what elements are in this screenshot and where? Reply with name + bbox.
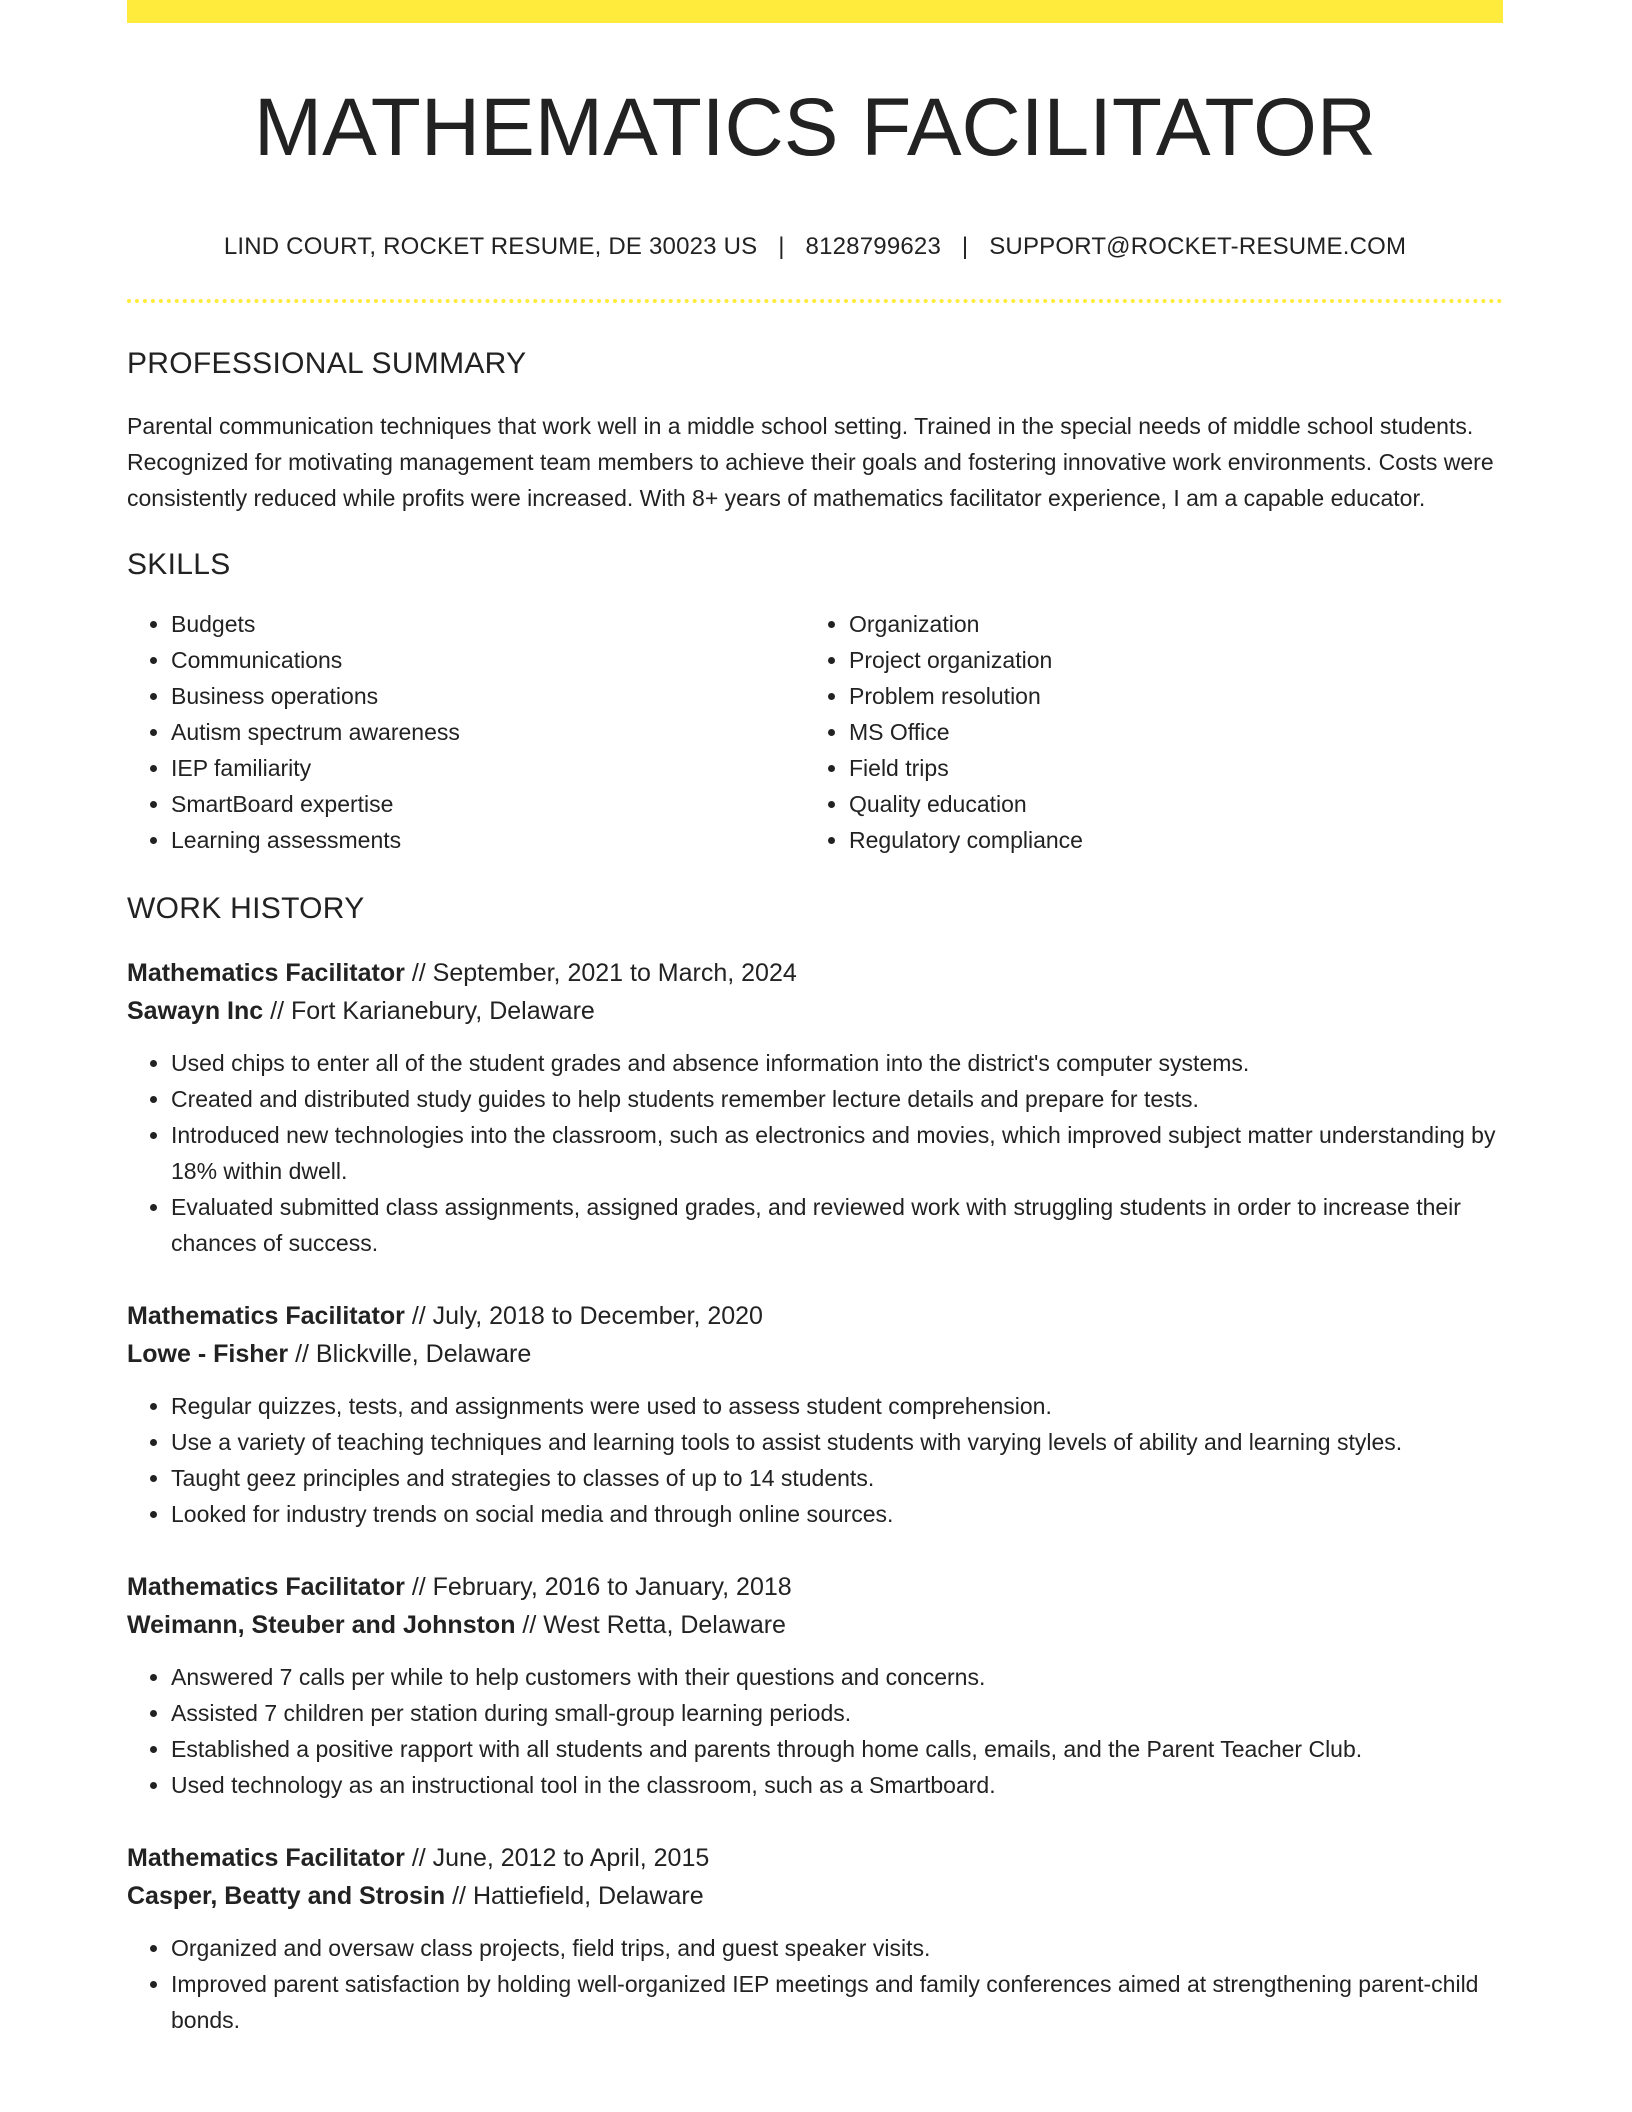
job-bullet: • Improved parent satisfaction by holding well-organized IEP meetings and family conferences aimed at strengthening parent-child bonds. <box>171 1966 1503 2038</box>
work-history-list <box>127 954 1503 2038</box>
job-bullet: • Assisted 7 children per station during small-group learning periods. <box>171 1695 1503 1731</box>
job-bullets <box>127 1388 1503 1532</box>
job-title: Mathematics Facilitator <box>127 1844 405 1873</box>
job-bullet: • Regular quizzes, tests, and assignments were used to assess student comprehension. <box>171 1388 1503 1424</box>
skill-item: • IEP familiarity <box>171 750 805 786</box>
skill-item: • Learning assessments <box>171 822 805 858</box>
skill-item: • Quality education <box>849 786 1483 822</box>
top-accent-bar <box>127 0 1503 23</box>
job-bullet: • Introduced new technologies into the classroom, such as electronics and movies, which improved subject matter understanding by 18% within dwell. <box>171 1117 1503 1189</box>
job-title: Mathematics Facilitator <box>127 959 405 988</box>
job-dates: // September, 2021 to March, 2024 <box>411 959 797 988</box>
skill-item: • Project organization <box>849 642 1483 678</box>
skill-item: • Business operations <box>171 678 805 714</box>
job-bullet: • Use a variety of teaching techniques and learning tools to assist students with varying levels of ability and learning styles. <box>171 1424 1503 1460</box>
skill-item: • MS Office <box>849 714 1483 750</box>
job-entry <box>127 1839 1503 2038</box>
skill-item: • SmartBoard expertise <box>171 786 805 822</box>
skills-column-right <box>805 606 1483 858</box>
job-bullet: • Used technology as an instructional tool in the classroom, such as a Smartboard. <box>171 1767 1503 1803</box>
job-company-line <box>127 1606 1503 1644</box>
job-bullet: • Evaluated submitted class assignments, assigned grades, and reviewed work with struggling students in order to increase their chances of success. <box>171 1189 1503 1261</box>
job-bullets <box>127 1659 1503 1803</box>
summary-text: Parental communication techniques that work well in a middle school setting. Trained in the special needs of middle school students. Recognized for motivating management team members to achieve their goals and fostering innovative work environments. Costs were consistently reduced while profits were increased. With 8+ years of mathematics facilitator experience, I am a capable educator. <box>127 413 1494 512</box>
resume-page <box>127 0 1503 2038</box>
skill-item: • Field trips <box>849 750 1483 786</box>
contact-phone: 8128799623 <box>805 233 942 261</box>
job-bullet: • Answered 7 calls per while to help customers with their questions and concerns. <box>171 1659 1503 1695</box>
skill-item: • Communications <box>171 642 805 678</box>
job-entry <box>127 1297 1503 1532</box>
candidate-name: MATHEMATICS FACILITATOR <box>253 82 1377 173</box>
job-bullet: • Organized and oversaw class projects, field trips, and guest speaker visits. <box>171 1930 1503 1966</box>
job-location: // Blickville, Delaware <box>295 1340 532 1369</box>
job-company: Lowe - Fisher <box>127 1340 289 1369</box>
contact-line <box>127 233 1503 261</box>
skill-item: • Budgets <box>171 606 805 642</box>
job-dates: // February, 2016 to January, 2018 <box>411 1573 792 1602</box>
job-company: Casper, Beatty and Strosin <box>127 1882 446 1911</box>
job-title-line <box>127 1839 1503 1877</box>
skill-item: • Problem resolution <box>849 678 1483 714</box>
job-title-line <box>127 1568 1503 1606</box>
job-company-line <box>127 1335 1503 1373</box>
contact-address: LIND COURT, ROCKET RESUME, DE 30023 US <box>223 233 758 261</box>
job-bullets <box>127 1930 1503 2038</box>
skill-item: • Autism spectrum awareness <box>171 714 805 750</box>
contact-email: SUPPORT@ROCKET-RESUME.COM <box>989 233 1407 261</box>
contact-separator: | <box>778 233 785 261</box>
job-company-line <box>127 992 1503 1030</box>
job-title-line <box>127 954 1503 992</box>
job-bullet: • Used chips to enter all of the student grades and absence information into the district's computer systems. <box>171 1045 1503 1081</box>
job-location: // West Retta, Delaware <box>522 1611 786 1640</box>
job-entry <box>127 1568 1503 1803</box>
skill-item: • Organization <box>849 606 1483 642</box>
job-bullet: • Established a positive rapport with all students and parents through home calls, emails, and the Parent Teacher Club. <box>171 1731 1503 1767</box>
job-location: // Fort Karianebury, Delaware <box>270 997 595 1026</box>
job-dates: // June, 2012 to April, 2015 <box>411 1844 710 1873</box>
job-title: Mathematics Facilitator <box>127 1302 405 1331</box>
job-company-line <box>127 1877 1503 1915</box>
skill-item: • Regulatory compliance <box>849 822 1483 858</box>
summary-heading: PROFESSIONAL SUMMARY <box>127 347 527 381</box>
work-history-heading: WORK HISTORY <box>127 892 365 926</box>
job-dates: // July, 2018 to December, 2020 <box>411 1302 763 1331</box>
header-divider <box>127 299 1503 303</box>
job-bullet: • Taught geez principles and strategies to classes of up to 14 students. <box>171 1460 1503 1496</box>
job-title: Mathematics Facilitator <box>127 1573 405 1602</box>
job-entry <box>127 954 1503 1261</box>
contact-separator: | <box>961 233 969 261</box>
job-company: Sawayn Inc <box>127 997 264 1026</box>
job-title-line <box>127 1297 1503 1335</box>
job-bullet: • Created and distributed study guides to help students remember lecture details and prepare for tests. <box>171 1081 1503 1117</box>
job-bullets <box>127 1045 1503 1261</box>
skills-heading: SKILLS <box>127 548 231 582</box>
skills-column-left <box>127 606 805 858</box>
job-location: // Hattiefield, Delaware <box>452 1882 704 1911</box>
job-company: Weimann, Steuber and Johnston <box>127 1611 516 1640</box>
skills-list <box>127 606 1503 858</box>
job-bullet: • Looked for industry trends on social media and through online sources. <box>171 1496 1503 1532</box>
